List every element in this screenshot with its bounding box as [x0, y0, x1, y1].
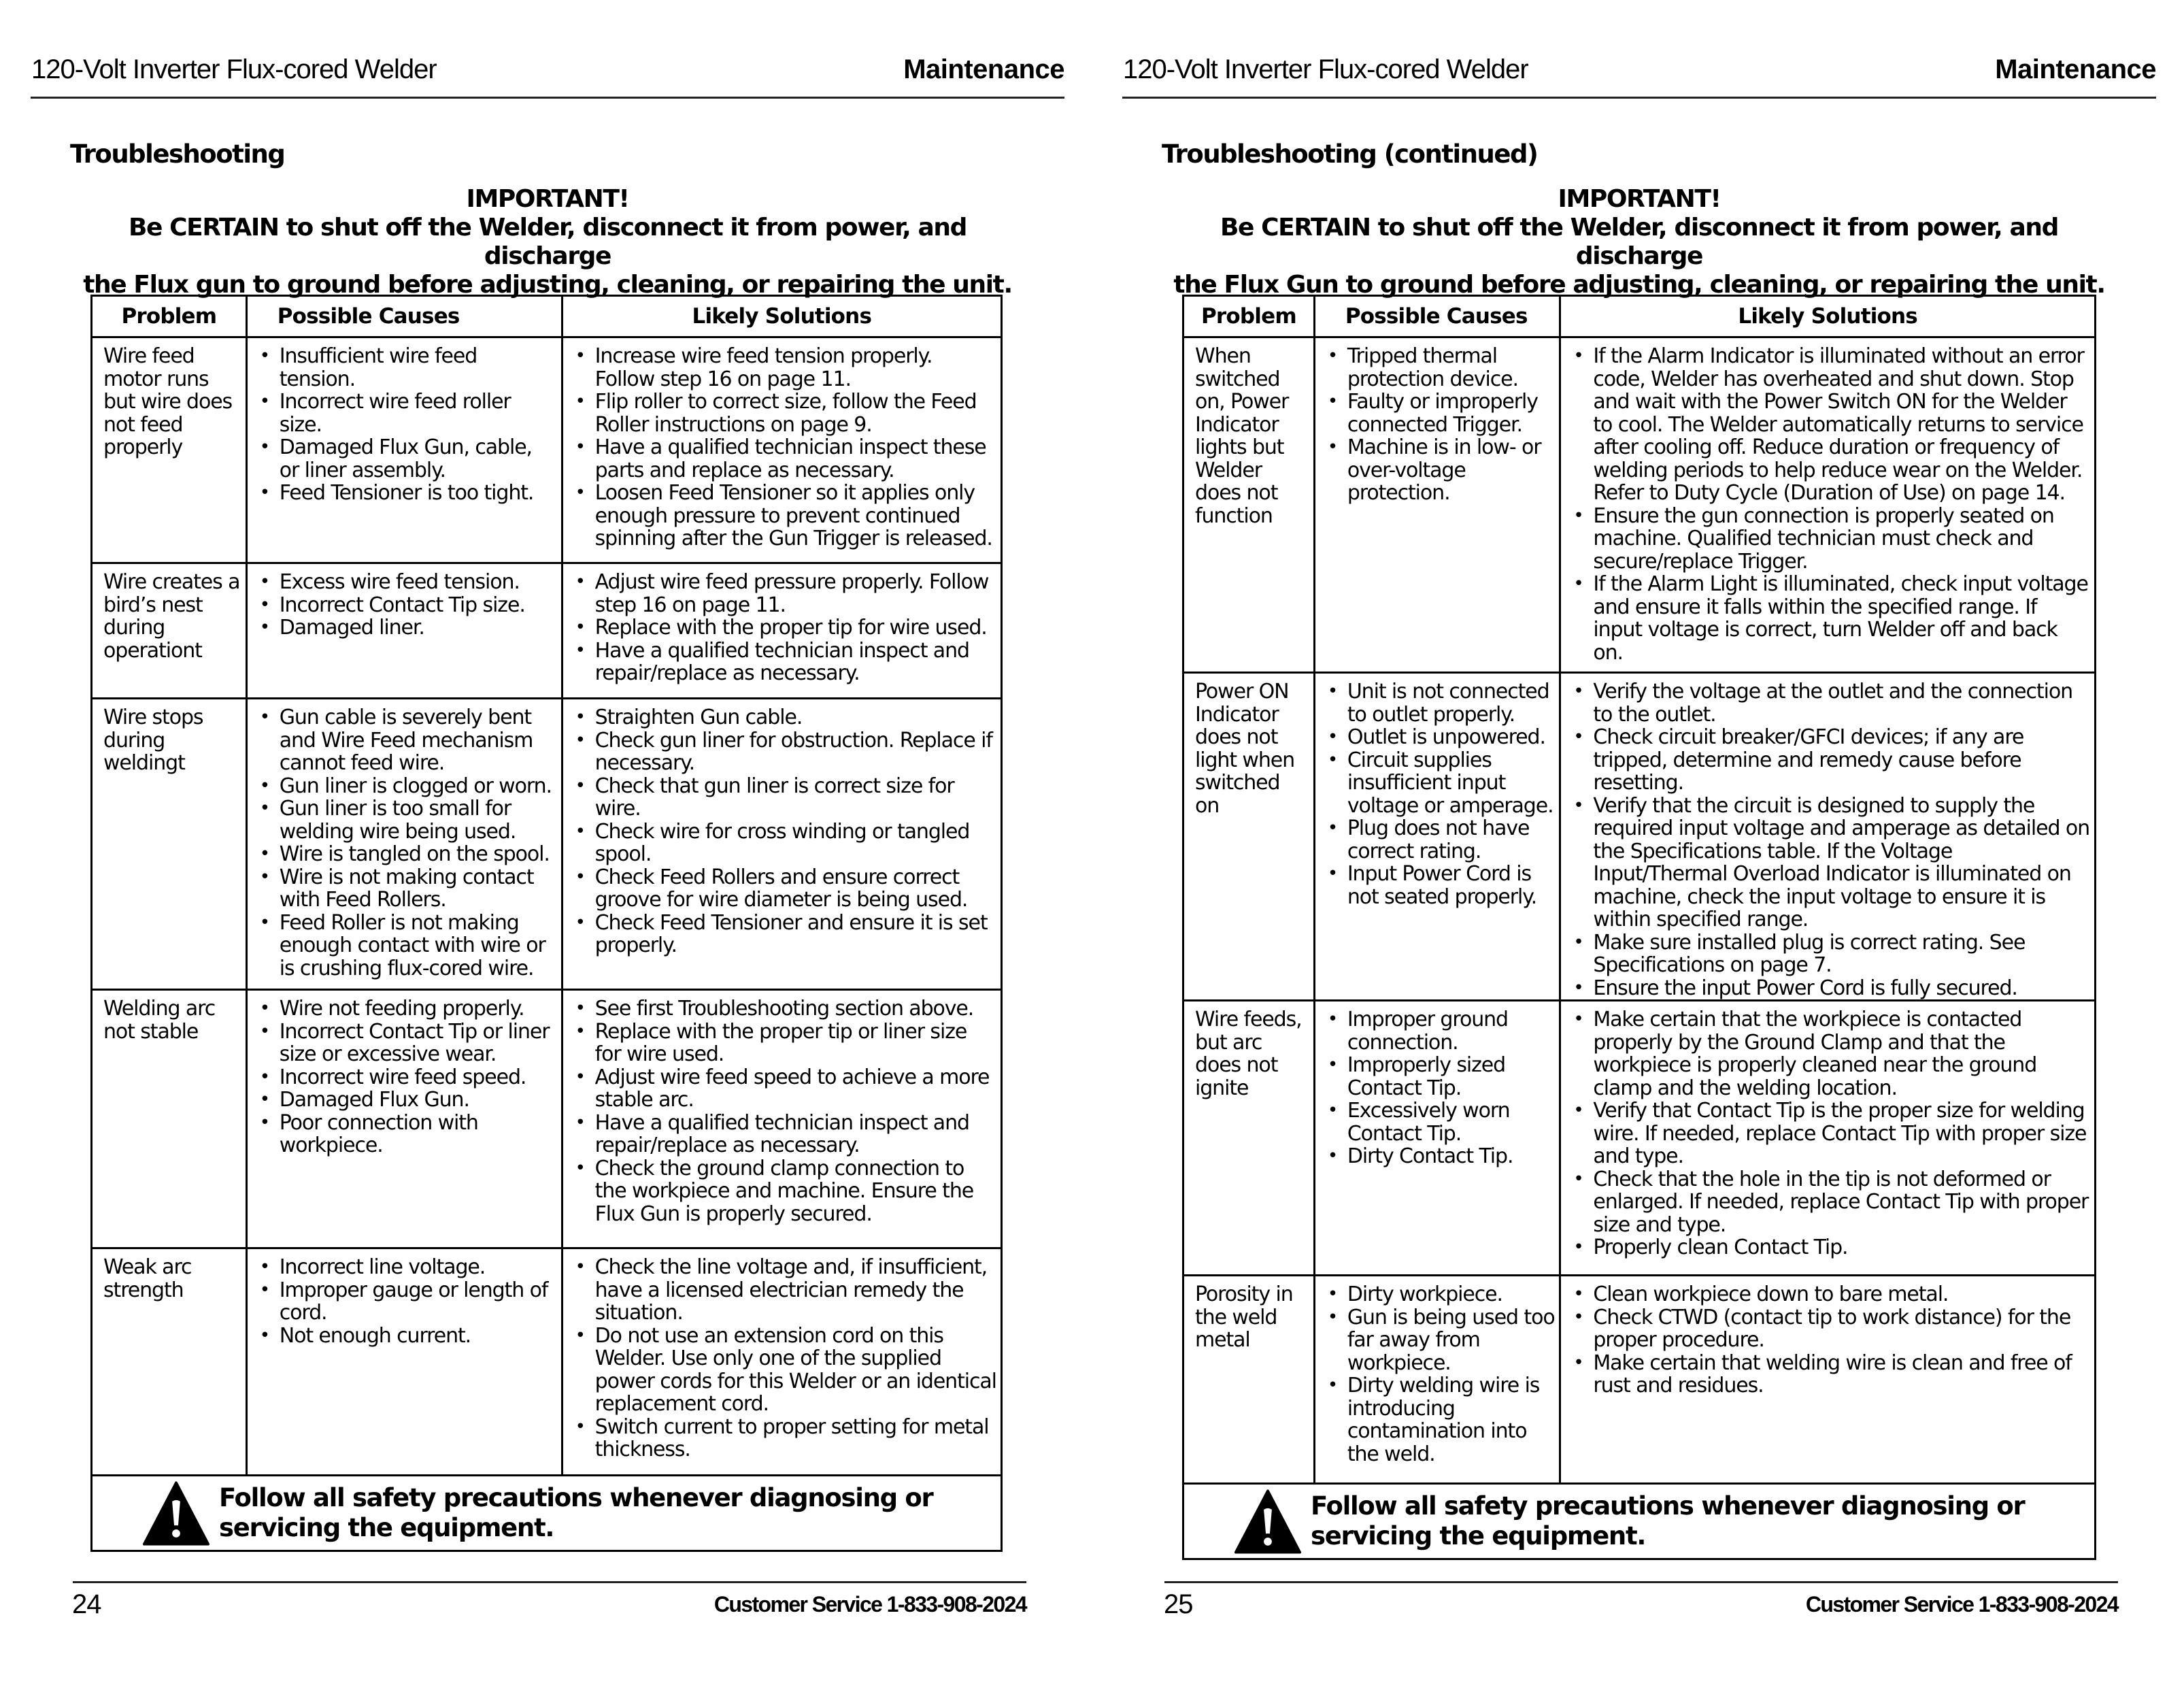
cause-item: • Dirty Contact Tip. — [1328, 1145, 1556, 1168]
causes-list — [260, 571, 557, 640]
header-rule — [1122, 97, 2156, 99]
cause-item: • Dirty workpiece. — [1328, 1283, 1556, 1306]
important-line-1: Be CERTAIN to shut off the Welder, disconnect it from power, and discharge — [1220, 214, 2059, 270]
solution-item: • Adjust wire feed speed to achieve a more stable arc. — [575, 1066, 996, 1112]
causes-cell — [246, 563, 562, 699]
solution-item: • Properly clean Contact Tip. — [1573, 1236, 2090, 1259]
table-row — [92, 337, 1002, 563]
solutions-list — [575, 706, 996, 957]
problem-cell: Wire feeds, but arc does not ignite — [1183, 1001, 1315, 1276]
solutions-list — [575, 997, 996, 1225]
table-row — [92, 1248, 1002, 1476]
important-notice — [68, 185, 1027, 299]
causes-list — [260, 1256, 557, 1347]
cause-item: • Damaged Flux Gun. — [260, 1089, 557, 1112]
header-section: Maintenance — [903, 54, 1064, 84]
cause-item: • Damaged liner. — [260, 616, 557, 640]
solution-item: • Loosen Feed Tensioner so it applies only enough pressure to prevent continued spinning after the Gun Trigger is released. — [575, 482, 996, 550]
causes-list — [260, 706, 557, 980]
problem-cell: Power ON Indicator does not light when switched on — [1183, 673, 1315, 1001]
header-rule — [31, 97, 1064, 99]
table-row — [1183, 673, 2096, 1001]
causes-list — [260, 997, 557, 1157]
table-row — [92, 990, 1002, 1248]
causes-cell — [246, 699, 562, 990]
solution-item: • Switch current to proper setting for metal thickness. — [575, 1416, 996, 1461]
table-body — [92, 337, 1002, 1476]
table-header-row — [1183, 296, 2096, 337]
warning-cell — [1183, 1484, 2096, 1559]
solution-item: • Check circuit breaker/GFCI devices; if any are tripped, determine and remedy cause before resetting. — [1573, 726, 2090, 795]
header-title: 120-Volt Inverter Flux-cored Welder — [31, 54, 437, 84]
cause-item: • Incorrect Contact Tip size. — [260, 594, 557, 617]
solutions-list — [575, 345, 996, 550]
cause-item: • Dirty welding wire is introducing contamination into the weld. — [1328, 1374, 1556, 1465]
table-row — [1183, 337, 2096, 673]
solution-item: • Have a qualified technician inspect and repair/replace as necessary. — [575, 1112, 996, 1157]
cause-item: • Unit is not connected to outlet properly. — [1328, 680, 1556, 726]
page-number: 24 — [72, 1589, 101, 1619]
solutions-list — [1573, 680, 2090, 999]
solution-item: • Ensure the input Power Cord is fully secured. — [1573, 977, 2090, 1000]
footer-rule — [1164, 1581, 2118, 1583]
solutions-cell — [562, 337, 1001, 563]
column-header-problem: Problem — [1183, 296, 1315, 337]
solution-item: • Verify that the circuit is designed to supply the required input voltage and amperage as detailed on the Specifications table. If the Voltage Input/Thermal Overload Indicator is illuminated on machine, check the input voltage to ensure it is within specified range. — [1573, 795, 2090, 931]
solution-item: • Make certain that welding wire is clean and free of rust and residues. — [1573, 1352, 2090, 1397]
cause-item: • Machine is in low- or over-voltage protection. — [1328, 436, 1556, 505]
warning-line-2: servicing the equipment. — [1311, 1521, 1646, 1551]
column-header-solutions: Likely Solutions — [562, 296, 1001, 337]
cause-item: • Plug does not have correct rating. — [1328, 817, 1556, 863]
warning-line-1: Follow all safety precautions whenever diagnosing or — [219, 1483, 933, 1512]
cause-item: • Incorrect wire feed roller size. — [260, 391, 557, 436]
solutions-cell — [562, 990, 1001, 1248]
solution-item: • Verify that Contact Tip is the proper size for welding wire. If needed, replace Contact Tip with proper size and type. — [1573, 1099, 2090, 1168]
cause-item: • Poor connection with workpiece. — [260, 1112, 557, 1157]
solution-item: • Check CTWD (contact tip to work distance) for the proper procedure. — [1573, 1306, 2090, 1352]
warning-line-2: servicing the equipment. — [219, 1513, 554, 1542]
solutions-list — [1573, 345, 2090, 664]
column-header-solutions: Likely Solutions — [1560, 296, 2096, 337]
solution-item: • Ensure the gun connection is properly seated on machine. Qualified technician must check and secure/replace Trigger. — [1573, 505, 2090, 574]
warning-triangle-icon — [143, 1481, 209, 1546]
cause-item: • Incorrect line voltage. — [260, 1256, 557, 1279]
solution-item: • Check gun liner for obstruction. Replace if necessary. — [575, 729, 996, 775]
solution-item: • Verify the voltage at the outlet and the connection to the outlet. — [1573, 680, 2090, 726]
causes-cell — [1314, 1276, 1560, 1484]
column-header-causes: Possible Causes — [246, 296, 562, 337]
problem-cell: Wire stops during weldingt — [92, 699, 247, 990]
problem-cell: Wire creates a bird’s nest during operationt — [92, 563, 247, 699]
solution-item: • Have a qualified technician inspect these parts and replace as necessary. — [575, 436, 996, 482]
warning-row — [1183, 1484, 2096, 1559]
solutions-cell — [1560, 337, 2096, 673]
section-title: Troubleshooting — [70, 139, 285, 169]
solutions-cell — [1560, 673, 2096, 1001]
customer-service: Customer Service 1-833-908-2024 — [1805, 1592, 2118, 1617]
cause-item: • Gun cable is severely bent and Wire Feed mechanism cannot feed wire. — [260, 706, 557, 775]
cause-item: • Faulty or improperly connected Trigger. — [1328, 391, 1556, 436]
warning-line-1: Follow all safety precautions whenever diagnosing or — [1311, 1491, 2025, 1521]
solution-item: • Check the ground clamp connection to the workpiece and machine. Ensure the Flux Gun is properly secured. — [575, 1157, 996, 1226]
solution-item: • Check that gun liner is correct size for wire. — [575, 775, 996, 821]
solution-item: • Make certain that the workpiece is contacted properly by the Ground Clamp and that the workpiece is properly cleaned near the ground clamp and the welding location. — [1573, 1008, 2090, 1099]
causes-list — [1328, 680, 1556, 908]
warning-row — [92, 1476, 1002, 1551]
solutions-list — [575, 571, 996, 685]
cause-item: • Outlet is unpowered. — [1328, 726, 1556, 749]
cause-item: • Excess wire feed tension. — [260, 571, 557, 594]
causes-cell — [1314, 673, 1560, 1001]
important-line-2: the Flux gun to ground before adjusting, cleaning, or repairing the unit. — [83, 271, 1012, 299]
solution-item: • Replace with the proper tip or liner size for wire used. — [575, 1021, 996, 1066]
cause-item: • Damaged Flux Gun, cable, or liner assembly. — [260, 436, 557, 482]
causes-cell — [246, 990, 562, 1248]
important-heading: IMPORTANT! — [1558, 185, 1721, 213]
column-header-problem: Problem — [92, 296, 247, 337]
table-row — [1183, 1001, 2096, 1276]
causes-cell — [1314, 337, 1560, 673]
header-section: Maintenance — [1995, 54, 2156, 84]
solution-item: • See first Troubleshooting section above. — [575, 997, 996, 1021]
solution-item: • If the Alarm Light is illuminated, check input voltage and ensure it falls within the specified range. If input voltage is correct, turn Welder off and back on. — [1573, 573, 2090, 664]
solution-item: • Straighten Gun cable. — [575, 706, 996, 729]
problem-cell: Weak arc strength — [92, 1248, 247, 1476]
cause-item: • Incorrect wire feed speed. — [260, 1066, 557, 1089]
cause-item: • Insufficient wire feed tension. — [260, 345, 557, 391]
solution-item: • Check Feed Tensioner and ensure it is set properly. — [575, 912, 996, 957]
cause-item: • Feed Roller is not making enough contact with wire or is crushing flux-cored wire. — [260, 912, 557, 980]
page-number: 25 — [1164, 1589, 1193, 1619]
troubleshooting-table — [1182, 295, 2096, 1560]
important-line-2: the Flux Gun to ground before adjusting, cleaning, or repairing the unit. — [1173, 271, 2105, 299]
cause-item: • Tripped thermal protection device. — [1328, 345, 1556, 391]
solutions-list — [1573, 1283, 2090, 1397]
solutions-cell — [1560, 1276, 2096, 1484]
header-title: 120-Volt Inverter Flux-cored Welder — [1123, 54, 1528, 84]
problem-cell: Wire feed motor runs but wire does not feed properly — [92, 337, 247, 563]
solutions-list — [1573, 1008, 2090, 1259]
cause-item: • Excessively worn Contact Tip. — [1328, 1099, 1556, 1145]
solutions-cell — [1560, 1001, 2096, 1276]
cause-item: • Not enough current. — [260, 1325, 557, 1348]
solution-item: • Make sure installed plug is correct rating. See Specifications on page 7. — [1573, 931, 2090, 977]
solution-item: • Check that the hole in the tip is not deformed or enlarged. If needed, replace Contact Tip with proper size and type. — [1573, 1168, 2090, 1237]
solutions-cell — [562, 699, 1001, 990]
cause-item: • Gun liner is clogged or worn. — [260, 775, 557, 798]
solution-item: • Flip roller to correct size, follow the Feed Roller instructions on page 9. — [575, 391, 996, 436]
causes-list — [1328, 1283, 1556, 1465]
warning-cell — [92, 1476, 1002, 1551]
table-row — [92, 699, 1002, 990]
problem-cell: When switched on, Power Indicator lights but Welder does not function — [1183, 337, 1315, 673]
cause-item: • Gun is being used too far away from workpiece. — [1328, 1306, 1556, 1375]
warning-triangle-icon — [1234, 1489, 1301, 1554]
solution-item: • Adjust wire feed pressure properly. Follow step 16 on page 11. — [575, 571, 996, 616]
section-title: Troubleshooting (continued) — [1162, 139, 1538, 169]
solution-item: • Do not use an extension cord on this Welder. Use only one of the supplied power cords for this Welder or an identical replacement cord. — [575, 1325, 996, 1416]
solution-item: • If the Alarm Indicator is illuminated without an error code, Welder has overheated and shut down. Stop and wait with the Power Switch ON for the Welder to cool. The Welder automatically returns to service after cooling off. Reduce duration or frequency of welding periods to help reduce wear on the Welder. Refer to Duty Cycle (Duration of Use) on page 14. — [1573, 345, 2090, 505]
solution-item: • Check Feed Rollers and ensure correct groove for wire diameter is being used. — [575, 866, 996, 912]
solution-item: • Replace with the proper tip for wire used. — [575, 616, 996, 640]
customer-service: Customer Service 1-833-908-2024 — [713, 1592, 1026, 1617]
cause-item: • Incorrect Contact Tip or liner size or excessive wear. — [260, 1021, 557, 1066]
table-row — [92, 563, 1002, 699]
cause-item: • Improperly sized Contact Tip. — [1328, 1054, 1556, 1099]
cause-item: • Feed Tensioner is too tight. — [260, 482, 557, 505]
causes-list — [1328, 1008, 1556, 1168]
table-body — [1183, 337, 2096, 1484]
page-25 — [1092, 0, 2183, 1690]
solution-item: • Have a qualified technician inspect and repair/replace as necessary. — [575, 640, 996, 685]
cause-item: • Improper gauge or length of cord. — [260, 1279, 557, 1325]
column-header-causes: Possible Causes — [1314, 296, 1560, 337]
causes-cell — [246, 1248, 562, 1476]
table-row — [1183, 1276, 2096, 1484]
solution-item: • Check the line voltage and, if insufficient, have a licensed electrician remedy the situation. — [575, 1256, 996, 1325]
cause-item: • Wire not feeding properly. — [260, 997, 557, 1021]
causes-list — [260, 345, 557, 505]
solutions-cell — [562, 1248, 1001, 1476]
cause-item: • Improper ground connection. — [1328, 1008, 1556, 1054]
cause-item: • Wire is tangled on the spool. — [260, 843, 557, 866]
problem-cell: Welding arc not stable — [92, 990, 247, 1248]
solution-item: • Check wire for cross winding or tangled spool. — [575, 821, 996, 866]
important-line-1: Be CERTAIN to shut off the Welder, disconnect it from power, and discharge — [128, 214, 967, 270]
solution-item: • Increase wire feed tension properly. Follow step 16 on page 11. — [575, 345, 996, 391]
important-notice — [1160, 185, 2119, 299]
cause-item: • Circuit supplies insufficient input voltage or amperage. — [1328, 749, 1556, 818]
cause-item: • Wire is not making contact with Feed Rollers. — [260, 866, 557, 912]
footer-rule — [73, 1581, 1026, 1583]
troubleshooting-table — [90, 295, 1003, 1552]
solutions-cell — [562, 563, 1001, 699]
cause-item: • Gun liner is too small for welding wire being used. — [260, 797, 557, 843]
causes-cell — [246, 337, 562, 563]
solutions-list — [575, 1256, 996, 1461]
problem-cell: Porosity in the weld metal — [1183, 1276, 1315, 1484]
causes-list — [1328, 345, 1556, 505]
cause-item: • Input Power Cord is not seated properly. — [1328, 863, 1556, 908]
solution-item: • Clean workpiece down to bare metal. — [1573, 1283, 2090, 1306]
causes-cell — [1314, 1001, 1560, 1276]
important-heading: IMPORTANT! — [466, 185, 629, 213]
table-header-row — [92, 296, 1002, 337]
